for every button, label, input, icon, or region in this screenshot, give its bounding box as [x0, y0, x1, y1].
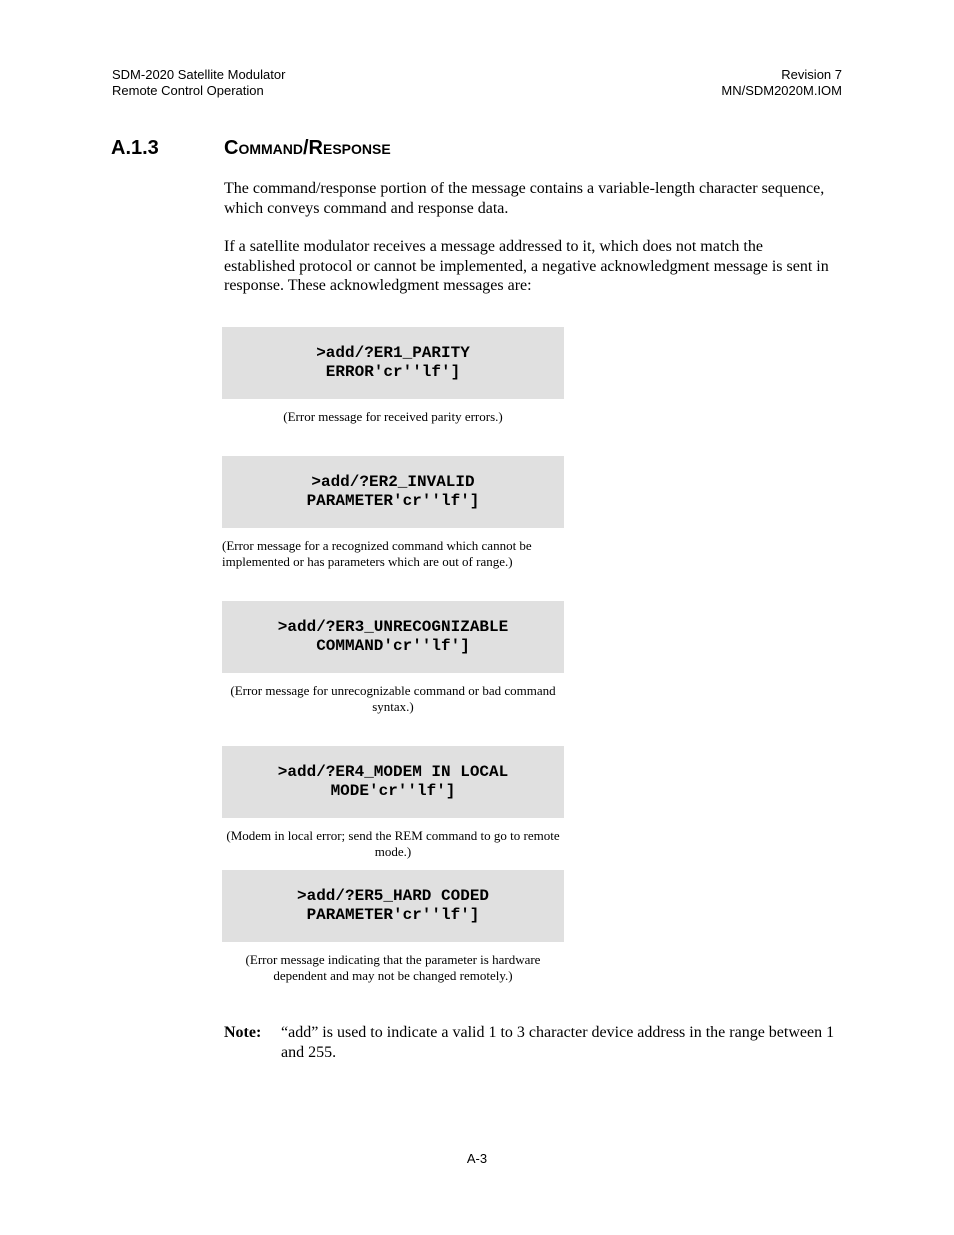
intro-paragraph: The command/response portion of the message contains a variable-length character sequence, which conveys command and response data.	[224, 180, 825, 217]
error-message-box-er5: >add/?ER5_HARD CODED PARAMETER'cr''lf']	[222, 870, 564, 942]
error-caption-er2: (Error message for a recognized command which cannot be implemented or has parameters which are out of range.)	[222, 538, 532, 569]
error-caption-er1: (Error message for received parity errors.)	[283, 409, 503, 424]
section-title: Command/Response	[224, 137, 391, 159]
document-title: SDM-2020 Satellite Modulator	[112, 67, 286, 82]
document-subtitle: Remote Control Operation	[112, 83, 264, 98]
revision-label: Revision 7	[781, 67, 842, 82]
page-header-right	[721, 67, 842, 99]
section-number: A.1.3	[111, 137, 159, 159]
nak-paragraph: If a satellite modulator receives a message addressed to it, which does not match the established protocol or cannot be implemented, a negative acknowledgment message is sent in response. These acknowledgment messages are:	[224, 238, 829, 294]
error-caption-er5: (Error message indicating that the parameter is hardware dependent and may not be changed remotely.)	[245, 952, 541, 983]
error-message-box-er1: >add/?ER1_PARITY ERROR'cr''lf']	[222, 327, 564, 399]
error-caption-er3: (Error message for unrecognizable command or bad command syntax.)	[230, 683, 556, 714]
note-text: “add” is used to indicate a valid 1 to 3 character device address in the range between 1 and 255.	[281, 1024, 835, 1061]
note-label: Note:	[224, 1024, 262, 1041]
document-code: MN/SDM2020M.IOM	[721, 83, 842, 98]
page-number: A-3	[466, 1151, 488, 1166]
error-caption-er4: (Modem in local error; send the REM command to go to remote mode.)	[226, 828, 560, 859]
error-message-box-er2: >add/?ER2_INVALID PARAMETER'cr''lf']	[222, 456, 564, 528]
page-header-left	[112, 67, 285, 99]
error-message-box-er3: >add/?ER3_UNRECOGNIZABLE COMMAND'cr''lf']	[222, 601, 564, 673]
error-message-box-er4: >add/?ER4_MODEM IN LOCAL MODE'cr''lf']	[222, 746, 564, 818]
